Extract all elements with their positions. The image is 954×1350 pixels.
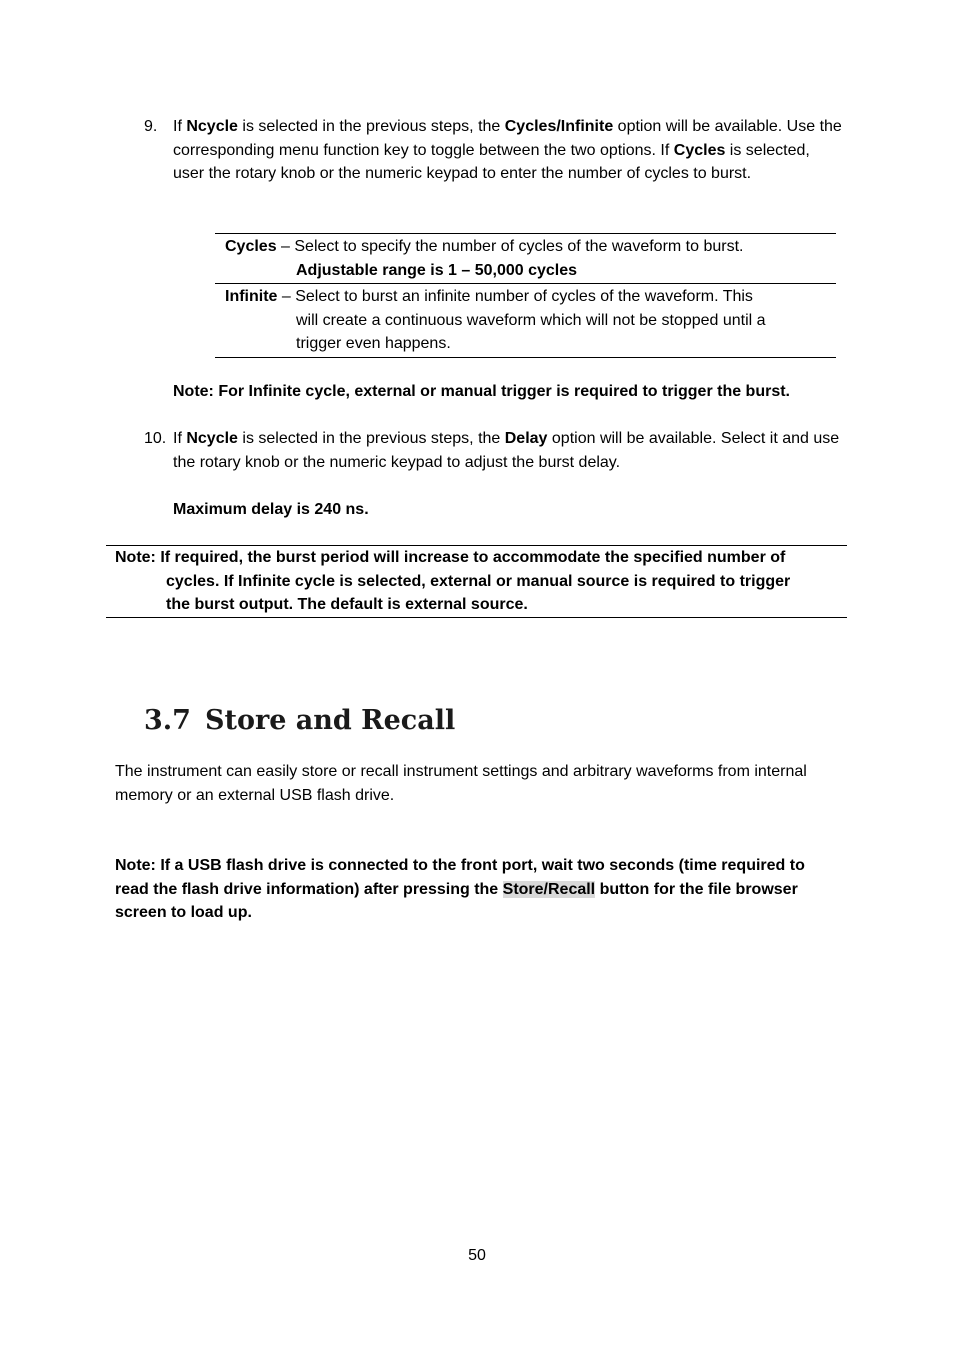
bold-term: Ncycle [186,430,238,447]
text: Note: If a USB flash drive is connected to the front port, wait two seconds (time required to read the flash drive information) after pressing the [115,857,805,898]
step-text [173,115,843,186]
text: is selected in the previous steps, the [237,118,505,135]
section-title: Store and Recall [204,705,456,736]
note-burst-period [106,545,847,618]
bold-term: Cycles/Infinite [504,118,614,135]
option-term: Cycles [225,238,277,255]
section-number: 3.7 [144,705,191,736]
bold-term: Delay [504,430,548,447]
note-usb-flash-drive [115,854,835,925]
option-row-infinite [215,283,836,357]
note-line: Note: If required, the burst period will increase to accommodate the specified number of [115,549,786,566]
option-desc-cont: trigger even happens. [296,335,451,352]
max-delay-note: Maximum delay is 240 ns. [173,501,369,518]
options-table [215,233,836,358]
note-line: the burst output. The default is external source. [166,596,528,613]
option-row-cycles [215,234,836,283]
highlighted-term: Store/Recall [502,880,596,898]
step-text [173,427,843,474]
option-desc: – Select to burst an infinite number of cycles of the waveform. This [277,288,753,305]
text: If [173,118,187,135]
text: is selected in the previous steps, the [237,430,505,447]
option-desc-cont: will create a continuous waveform which will not be stopped until a [296,311,766,329]
bold-term: Ncycle [186,118,238,135]
text: If [173,430,187,447]
section-heading [144,701,455,741]
option-term: Infinite [225,288,278,305]
bold-term: Cycles [673,141,726,159]
text: button for the file browser screen to load up. [115,880,798,921]
note-line: cycles. If Infinite cycle is selected, external or manual source is required to trigger [166,572,791,590]
step-number: 9. [144,118,158,135]
text: option will be available. Use the corresponding menu function key to toggle between the two options. If [173,118,842,159]
text: is selected, user the rotary knob or the numeric keypad to enter the number of cycles to burst. [173,141,810,182]
note-infinite-cycle: Note: For Infinite cycle, external or manual trigger is required to trigger the burst. [173,383,790,400]
text: option will be available. Select it and use the rotary knob or the numeric keypad to adjust the burst delay. [173,430,840,471]
option-range: Adjustable range is 1 – 50,000 cycles [296,261,578,279]
option-desc: – Select to specify the number of cycles of the waveform to burst. [276,238,744,255]
step-number: 10. [144,430,167,447]
intro-paragraph: The instrument can easily store or recall instrument settings and arbitrary waveforms from internal memory or an external USB flash drive. [115,763,807,804]
page-number: 50 [468,1247,486,1264]
